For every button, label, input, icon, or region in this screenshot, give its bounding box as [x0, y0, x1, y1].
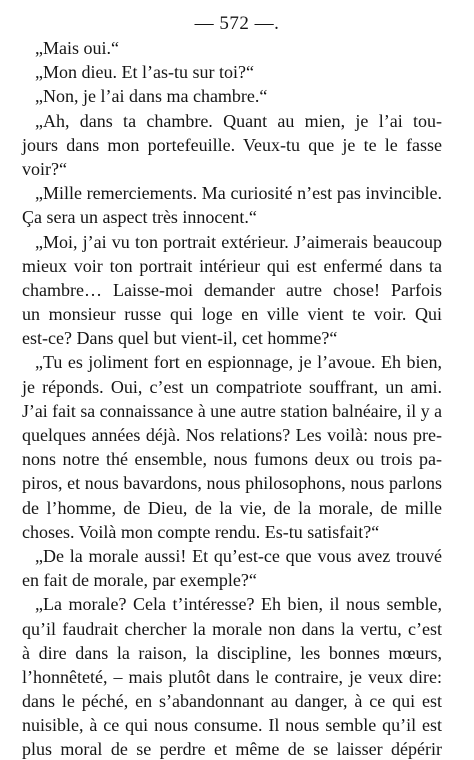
text-line: choses. Voilà mon compte rendu. Es-tu satisfait?“ — [22, 521, 380, 542]
text-line: „Mille remerciements. Ma curiosité n’est pas invincible. — [35, 183, 442, 204]
text-line: „De la morale aussi! Et qu’est-ce que vous avez trouvé — [35, 545, 442, 566]
text-line: nuisible, à ce qui nous consume. Il nous semble qu’il est — [22, 715, 442, 736]
text-line: voir?“ — [22, 158, 67, 179]
text-line: à dire dans la raison, la discipline, les bonnes mœurs, — [22, 642, 442, 663]
text-line: un monsieur russe qui loge en ville vient te voir. Qui — [22, 304, 442, 325]
page-number: — 572 —. — [194, 13, 280, 34]
text-line: je réponds. Oui, c’est un compatriote souffrant, un ami. — [22, 376, 442, 397]
text-line: „Tu es joliment fort en espionnage, je l’avoue. Eh bien, — [35, 352, 442, 373]
text-line: l’honnêteté, – mais plutôt dans le contraire, je veux dire: — [22, 666, 442, 687]
text-line: „Mais oui.“ — [35, 38, 119, 58]
text-line: dans le péché, en s’abandonnant au danger, à ce qui est — [22, 691, 442, 712]
text-line: Ça sera un aspect très innocent.“ — [22, 207, 257, 228]
text-line: „Non, je l’ai dans ma chambre.“ — [35, 86, 268, 107]
text-line: en fait de morale, par exemple?“ — [22, 570, 257, 591]
text-line: mieux voir ton portrait intérieur qui est enfermé dans ta — [22, 255, 442, 276]
text-line: J’ai fait sa connaissance à une autre station balnéaire, il y a — [22, 400, 442, 421]
text-line: de l’homme, de Dieu, de la vie, de la morale, de mille — [22, 497, 442, 518]
text-line: jours dans mon portefeuille. Veux-tu que je te le fasse — [22, 134, 442, 155]
text-line: plus moral de se perdre et même de se laisser dépérir — [22, 739, 442, 760]
text-line: quelques années déjà. Nos relations? Les voilà: nous pre- — [22, 425, 442, 445]
text-line: chambre… Laisse-moi demander autre chose! Parfois — [22, 279, 442, 300]
text-line: „Mon dieu. Et l’as-tu sur toi?“ — [35, 62, 254, 83]
text-line: „La morale? Cela t’intéresse? Eh bien, il nous semble, — [35, 594, 442, 615]
text-line: nons notre thé ensemble, nous fumons deux ou trois pa- — [22, 449, 442, 470]
text-line: qu’il faudrait chercher la morale non dans la vertu, c’est — [22, 618, 442, 639]
text-line: piros, et nous bavardons, nous philosophons, nous parlons — [22, 473, 442, 494]
text-line: est-ce? Dans quel but vient-il, cet homme?“ — [22, 328, 338, 349]
text-line: „Moi, j’ai vu ton portrait extérieur. J’aimerais beaucoup — [35, 231, 442, 252]
text-line: „Ah, dans ta chambre. Quant au mien, je l’ai tou- — [35, 110, 442, 131]
body-text — [22, 36, 442, 760]
